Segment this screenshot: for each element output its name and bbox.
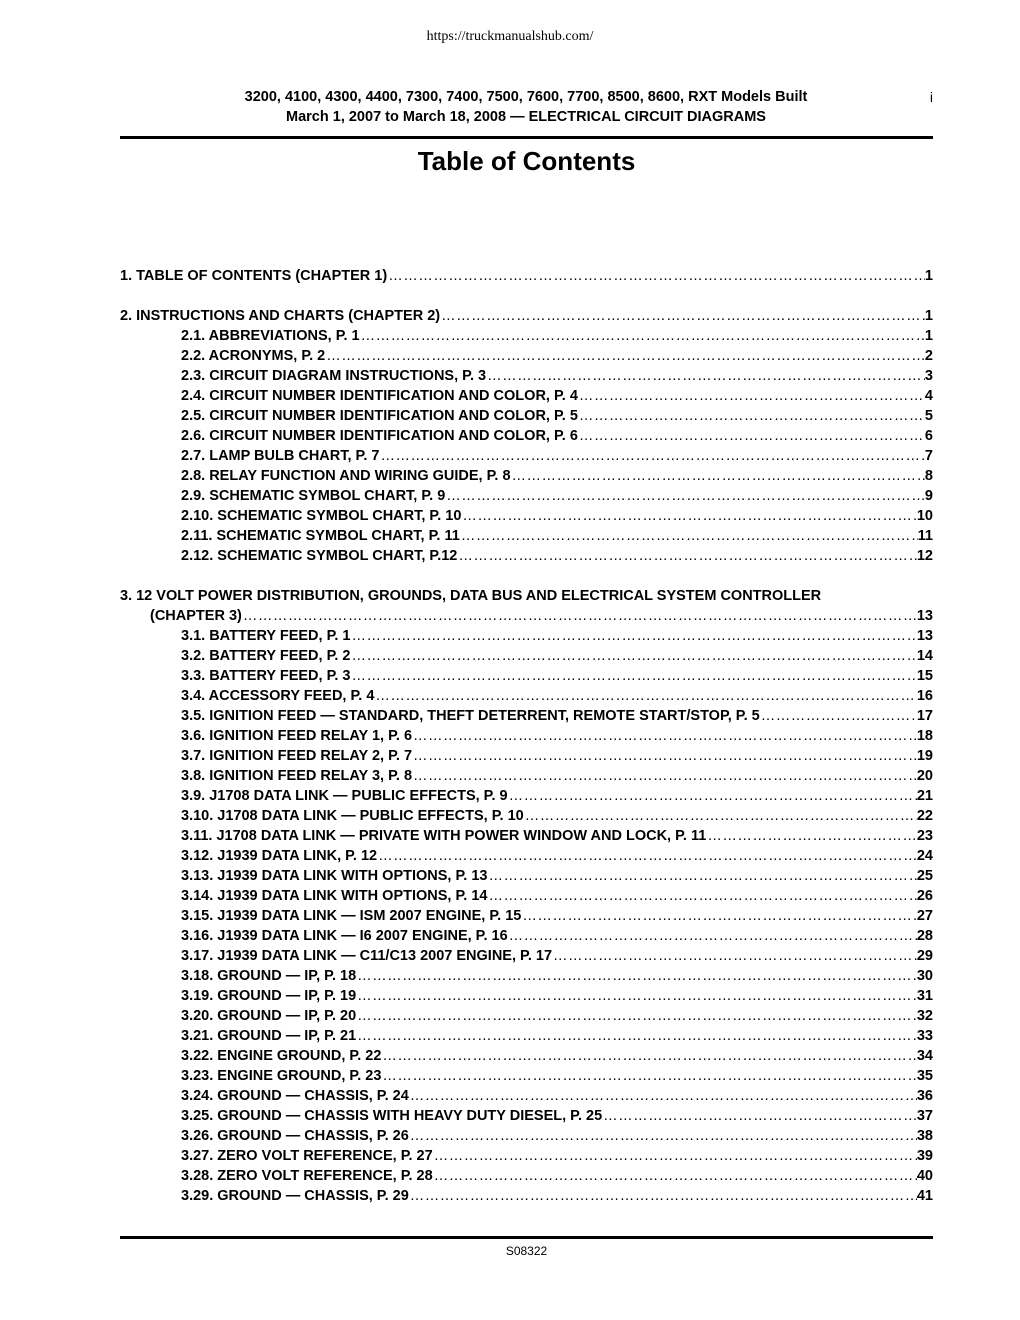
- toc-entry-title: 3.6. IGNITION FEED RELAY 1, P. 6: [181, 728, 413, 744]
- toc-entry-title: 2.5. CIRCUIT NUMBER IDENTIFICATION AND COLOR, P. 5: [181, 408, 578, 424]
- toc-entry[interactable]: [120, 1106, 933, 1126]
- header-dates-line: March 1, 2007 to March 18, 2008 — ELECTRICAL CIRCUIT DIAGRAMS: [286, 109, 766, 125]
- toc-entry-page: 21: [916, 788, 933, 804]
- toc-entry-page: 33: [916, 1028, 933, 1044]
- toc-entry[interactable]: [120, 966, 933, 986]
- dot-leader: [487, 866, 916, 886]
- toc-chapter-title: 3. 12 VOLT POWER DISTRIBUTION, GROUNDS, DATA BUS AND ELECTRICAL SYSTEM CONTROLLER: [120, 588, 822, 604]
- dot-leader: [524, 806, 917, 826]
- toc-entry-title: 3.1. BATTERY FEED, P. 1: [181, 628, 351, 644]
- dot-leader: [521, 906, 917, 926]
- header-rule: [120, 136, 933, 139]
- toc-entry[interactable]: [120, 546, 933, 566]
- toc-entry[interactable]: [120, 1026, 933, 1046]
- toc-entry-page: 26: [916, 888, 933, 904]
- toc-entry-page: 9: [924, 488, 933, 504]
- toc-entry-title: 2.6. CIRCUIT NUMBER IDENTIFICATION AND COLOR, P. 6: [181, 428, 578, 444]
- dot-leader: [356, 986, 917, 1006]
- toc-entry-title: 3.9. J1708 DATA LINK — PUBLIC EFFECTS, P. 9: [181, 788, 508, 804]
- toc-entry-page: 39: [916, 1148, 933, 1164]
- toc-entry-page: 24: [916, 848, 933, 864]
- toc-entry-page: 25: [916, 868, 933, 884]
- toc-entry-page: 23: [916, 828, 933, 844]
- toc-entry-page: 30: [916, 968, 933, 984]
- dot-leader: [409, 1186, 917, 1206]
- dot-leader: [433, 1166, 917, 1186]
- page-number-roman: i: [929, 89, 933, 105]
- toc-entry-title: 3.22. ENGINE GROUND, P. 22: [181, 1048, 382, 1064]
- toc-entry[interactable]: [120, 526, 933, 546]
- dot-leader: [412, 746, 917, 766]
- toc-entry-title: 3.11. J1708 DATA LINK — PRIVATE WITH POWER WINDOW AND LOCK, P. 11: [181, 828, 707, 844]
- toc-entry-title: 3.26. GROUND — CHASSIS, P. 26: [181, 1128, 409, 1144]
- toc-entry-title: 2.11. SCHEMATIC SYMBOL CHART, P. 11: [181, 528, 460, 544]
- toc-entry-page: 34: [916, 1048, 933, 1064]
- chapter-gap: [120, 566, 933, 586]
- toc-entry-title: 1. TABLE OF CONTENTS (CHAPTER 1): [120, 268, 388, 284]
- dot-leader: [433, 1146, 917, 1166]
- toc-entry-page: 1: [924, 328, 933, 344]
- toc-entry[interactable]: [120, 646, 933, 666]
- table-of-contents: [120, 266, 933, 1206]
- toc-entry-title: 3.12. J1939 DATA LINK, P. 12: [181, 848, 378, 864]
- toc-entry-page: 37: [916, 1108, 933, 1124]
- toc-entry[interactable]: [120, 1126, 933, 1146]
- toc-entry-page: 3: [924, 368, 933, 384]
- toc-entry[interactable]: [120, 326, 933, 346]
- toc-entry-title: 3.23. ENGINE GROUND, P. 23: [181, 1068, 382, 1084]
- toc-entry-title: 3.25. GROUND — CHASSIS WITH HEAVY DUTY DIESEL, P. 25: [181, 1108, 603, 1124]
- toc-entry[interactable]: [120, 506, 933, 526]
- toc-entry[interactable]: [120, 1006, 933, 1026]
- toc-entry[interactable]: [120, 1086, 933, 1106]
- toc-entry-title: 3.21. GROUND — IP, P. 21: [181, 1028, 357, 1044]
- dot-leader: [457, 546, 916, 566]
- toc-entry[interactable]: [120, 666, 933, 686]
- toc-entry-title: 2. INSTRUCTIONS AND CHARTS (CHAPTER 2): [120, 308, 441, 324]
- dot-leader: [552, 946, 917, 966]
- toc-entry-title: 2.10. SCHEMATIC SYMBOL CHART, P. 10: [181, 508, 462, 524]
- toc-entry-page: 20: [916, 768, 933, 784]
- toc-entry-page: 7: [924, 448, 933, 464]
- toc-entry-title: 2.4. CIRCUIT NUMBER IDENTIFICATION AND COLOR, P. 4: [181, 388, 578, 404]
- toc-entry-title: 2.1. ABBREVIATIONS, P. 1: [181, 328, 360, 344]
- dot-leader: [374, 686, 916, 706]
- toc-entry-title: 3.20. GROUND — IP, P. 20: [181, 1008, 357, 1024]
- toc-entry-title: 3.8. IGNITION FEED RELAY 3, P. 8: [181, 768, 413, 784]
- dot-leader: [356, 966, 917, 986]
- toc-entry-page: 36: [916, 1088, 933, 1104]
- dot-leader: [351, 626, 917, 646]
- toc-entry-page: 19: [916, 748, 933, 764]
- header-models-line: 3200, 4100, 4300, 4400, 7300, 7400, 7500, 7600, 7700, 8500, 8600, RXT Models Built: [244, 89, 808, 105]
- toc-entry-page: 6: [924, 428, 933, 444]
- toc-entry[interactable]: [120, 926, 933, 946]
- toc-entry-title: 2.8. RELAY FUNCTION AND WIRING GUIDE, P. 8: [181, 468, 511, 484]
- toc-entry-page: 1: [924, 268, 933, 284]
- toc-entry[interactable]: [120, 406, 933, 426]
- toc-entry[interactable]: [120, 466, 933, 486]
- toc-entry-title: 3.13. J1939 DATA LINK WITH OPTIONS, P. 13: [181, 868, 488, 884]
- footer-code: S08322: [505, 1244, 548, 1258]
- dot-leader: [387, 266, 925, 286]
- toc-entry-page: 8: [924, 468, 933, 484]
- dot-leader: [242, 606, 917, 626]
- dot-leader: [379, 446, 924, 466]
- toc-entry-title: 3.17. J1939 DATA LINK — C11/C13 2007 ENGINE, P. 17: [181, 948, 553, 964]
- toc-entry[interactable]: [120, 786, 933, 806]
- dot-leader: [511, 466, 925, 486]
- toc-entry[interactable]: [120, 366, 933, 386]
- toc-entry-title: 2.2. ACRONYMS, P. 2: [181, 348, 326, 364]
- toc-entry[interactable]: [120, 726, 933, 746]
- toc-entry[interactable]: [120, 1186, 933, 1206]
- dot-leader: [412, 726, 917, 746]
- toc-entry[interactable]: [120, 486, 933, 506]
- toc-entry[interactable]: [120, 346, 933, 366]
- toc-chapter-2[interactable]: [120, 306, 933, 326]
- toc-entry-page: 31: [916, 988, 933, 1004]
- toc-entry-page: 35: [916, 1068, 933, 1084]
- toc-entry-page: 11: [917, 528, 933, 544]
- toc-entry[interactable]: [120, 1066, 933, 1086]
- dot-leader: [325, 346, 925, 366]
- toc-entry-page: 14: [916, 648, 933, 664]
- dot-leader: [351, 666, 917, 686]
- dot-leader: [356, 1026, 917, 1046]
- toc-entry-title: 3.7. IGNITION FEED RELAY 2, P. 7: [181, 748, 413, 764]
- toc-entry-title: 2.12. SCHEMATIC SYMBOL CHART, P.12: [181, 548, 458, 564]
- toc-entry-page: 29: [916, 948, 933, 964]
- toc-chapter-3[interactable]: [120, 586, 933, 606]
- dot-leader: [440, 306, 925, 326]
- toc-entry-title: 3.18. GROUND — IP, P. 18: [181, 968, 357, 984]
- toc-entry-title: 3.29. GROUND — CHASSIS, P. 29: [181, 1188, 409, 1204]
- running-header: [120, 87, 932, 127]
- toc-entry-title: 3.5. IGNITION FEED — STANDARD, THEFT DETERRENT, REMOTE START/STOP, P. 5: [181, 708, 760, 724]
- dot-leader: [508, 926, 917, 946]
- toc-chapter-1[interactable]: [120, 266, 933, 286]
- source-url[interactable]: https://truckmanualshub.com/: [426, 29, 594, 44]
- toc-entry[interactable]: [120, 806, 933, 826]
- toc-entry-page: 18: [916, 728, 933, 744]
- toc-entry-page: 10: [916, 508, 933, 524]
- dot-leader: [445, 486, 925, 506]
- toc-entry[interactable]: [120, 626, 933, 646]
- toc-entry-page: 2: [924, 348, 933, 364]
- toc-entry-title: 3.14. J1939 DATA LINK WITH OPTIONS, P. 14: [181, 888, 488, 904]
- dot-leader: [486, 366, 925, 386]
- toc-entry-title: 3.28. ZERO VOLT REFERENCE, P. 28: [181, 1168, 433, 1184]
- toc-entry-page: 13: [916, 608, 933, 624]
- dot-leader: [760, 706, 917, 726]
- dot-leader: [412, 766, 917, 786]
- toc-entry-title: 3.4. ACCESSORY FEED, P. 4: [181, 688, 375, 704]
- toc-entry[interactable]: [120, 846, 933, 866]
- toc-entry-title: 2.9. SCHEMATIC SYMBOL CHART, P. 9: [181, 488, 446, 504]
- dot-leader: [409, 1086, 917, 1106]
- dot-leader: [461, 506, 916, 526]
- toc-entry-page: 38: [916, 1128, 933, 1144]
- dot-leader: [381, 1066, 916, 1086]
- dot-leader: [409, 1126, 917, 1146]
- dot-leader: [351, 646, 917, 666]
- toc-entry-title: 3.3. BATTERY FEED, P. 3: [181, 668, 351, 684]
- toc-entry-page: 16: [916, 688, 933, 704]
- toc-entry-page: 15: [916, 668, 933, 684]
- toc-entry-page: 22: [916, 808, 933, 824]
- dot-leader: [706, 826, 917, 846]
- toc-entry-title: 3.24. GROUND — CHASSIS, P. 24: [181, 1088, 409, 1104]
- toc-entry-page: 40: [916, 1168, 933, 1184]
- page-title: Table of Contents: [417, 146, 636, 176]
- toc-entry[interactable]: [120, 1046, 933, 1066]
- toc-entry-title: 3.19. GROUND — IP, P. 19: [181, 988, 357, 1004]
- toc-entry[interactable]: [120, 386, 933, 406]
- toc-entry-page: 13: [916, 628, 933, 644]
- dot-leader: [377, 846, 917, 866]
- dot-leader: [508, 786, 917, 806]
- toc-entry-page: 27: [916, 908, 933, 924]
- toc-entry-page: 41: [916, 1188, 933, 1204]
- dot-leader: [360, 326, 925, 346]
- dot-leader: [381, 1046, 916, 1066]
- toc-entry[interactable]: [120, 826, 933, 846]
- toc-entry-page: 1: [924, 308, 933, 324]
- chapter-gap: [120, 286, 933, 306]
- toc-entry-page: 5: [924, 408, 933, 424]
- toc-entry-title: 2.3. CIRCUIT DIAGRAM INSTRUCTIONS, P. 3: [181, 368, 487, 384]
- toc-entry-page: 32: [916, 1008, 933, 1024]
- toc-entry[interactable]: [120, 766, 933, 786]
- footer-rule: [120, 1236, 933, 1239]
- toc-entry-title: 3.15. J1939 DATA LINK — ISM 2007 ENGINE, P. 15: [181, 908, 522, 924]
- toc-entry-title: (CHAPTER 3): [150, 608, 242, 624]
- dot-leader: [578, 386, 925, 406]
- dot-leader: [578, 406, 925, 426]
- toc-entry[interactable]: [120, 746, 933, 766]
- toc-entry[interactable]: [120, 986, 933, 1006]
- toc-entry-page: 28: [916, 928, 933, 944]
- toc-entry[interactable]: [120, 866, 933, 886]
- toc-entry[interactable]: [120, 446, 933, 466]
- dot-leader: [602, 1106, 917, 1126]
- toc-entry-page: 12: [916, 548, 933, 564]
- toc-entry[interactable]: [120, 686, 933, 706]
- dot-leader: [460, 526, 918, 546]
- dot-leader: [356, 1006, 917, 1026]
- toc-entry[interactable]: [120, 1146, 933, 1166]
- toc-entry-title: 3.27. ZERO VOLT REFERENCE, P. 27: [181, 1148, 433, 1164]
- toc-entry-title: 3.16. J1939 DATA LINK — I6 2007 ENGINE, P. 16: [181, 928, 508, 944]
- dot-leader: [487, 886, 916, 906]
- toc-entry-title: 3.10. J1708 DATA LINK — PUBLIC EFFECTS, P. 10: [181, 808, 524, 824]
- toc-entry-page: 17: [916, 708, 933, 724]
- toc-entry[interactable]: [120, 906, 933, 926]
- toc-entry[interactable]: [120, 1166, 933, 1186]
- toc-chapter-3-continuation[interactable]: [120, 606, 933, 626]
- toc-entry[interactable]: [120, 706, 933, 726]
- toc-entry-title: 2.7. LAMP BULB CHART, P. 7: [181, 448, 380, 464]
- toc-entry-page: 4: [924, 388, 933, 404]
- toc-entry[interactable]: [120, 886, 933, 906]
- toc-entry-title: 3.2. BATTERY FEED, P. 2: [181, 648, 351, 664]
- toc-entry[interactable]: [120, 426, 933, 446]
- toc-entry[interactable]: [120, 946, 933, 966]
- dot-leader: [578, 426, 925, 446]
